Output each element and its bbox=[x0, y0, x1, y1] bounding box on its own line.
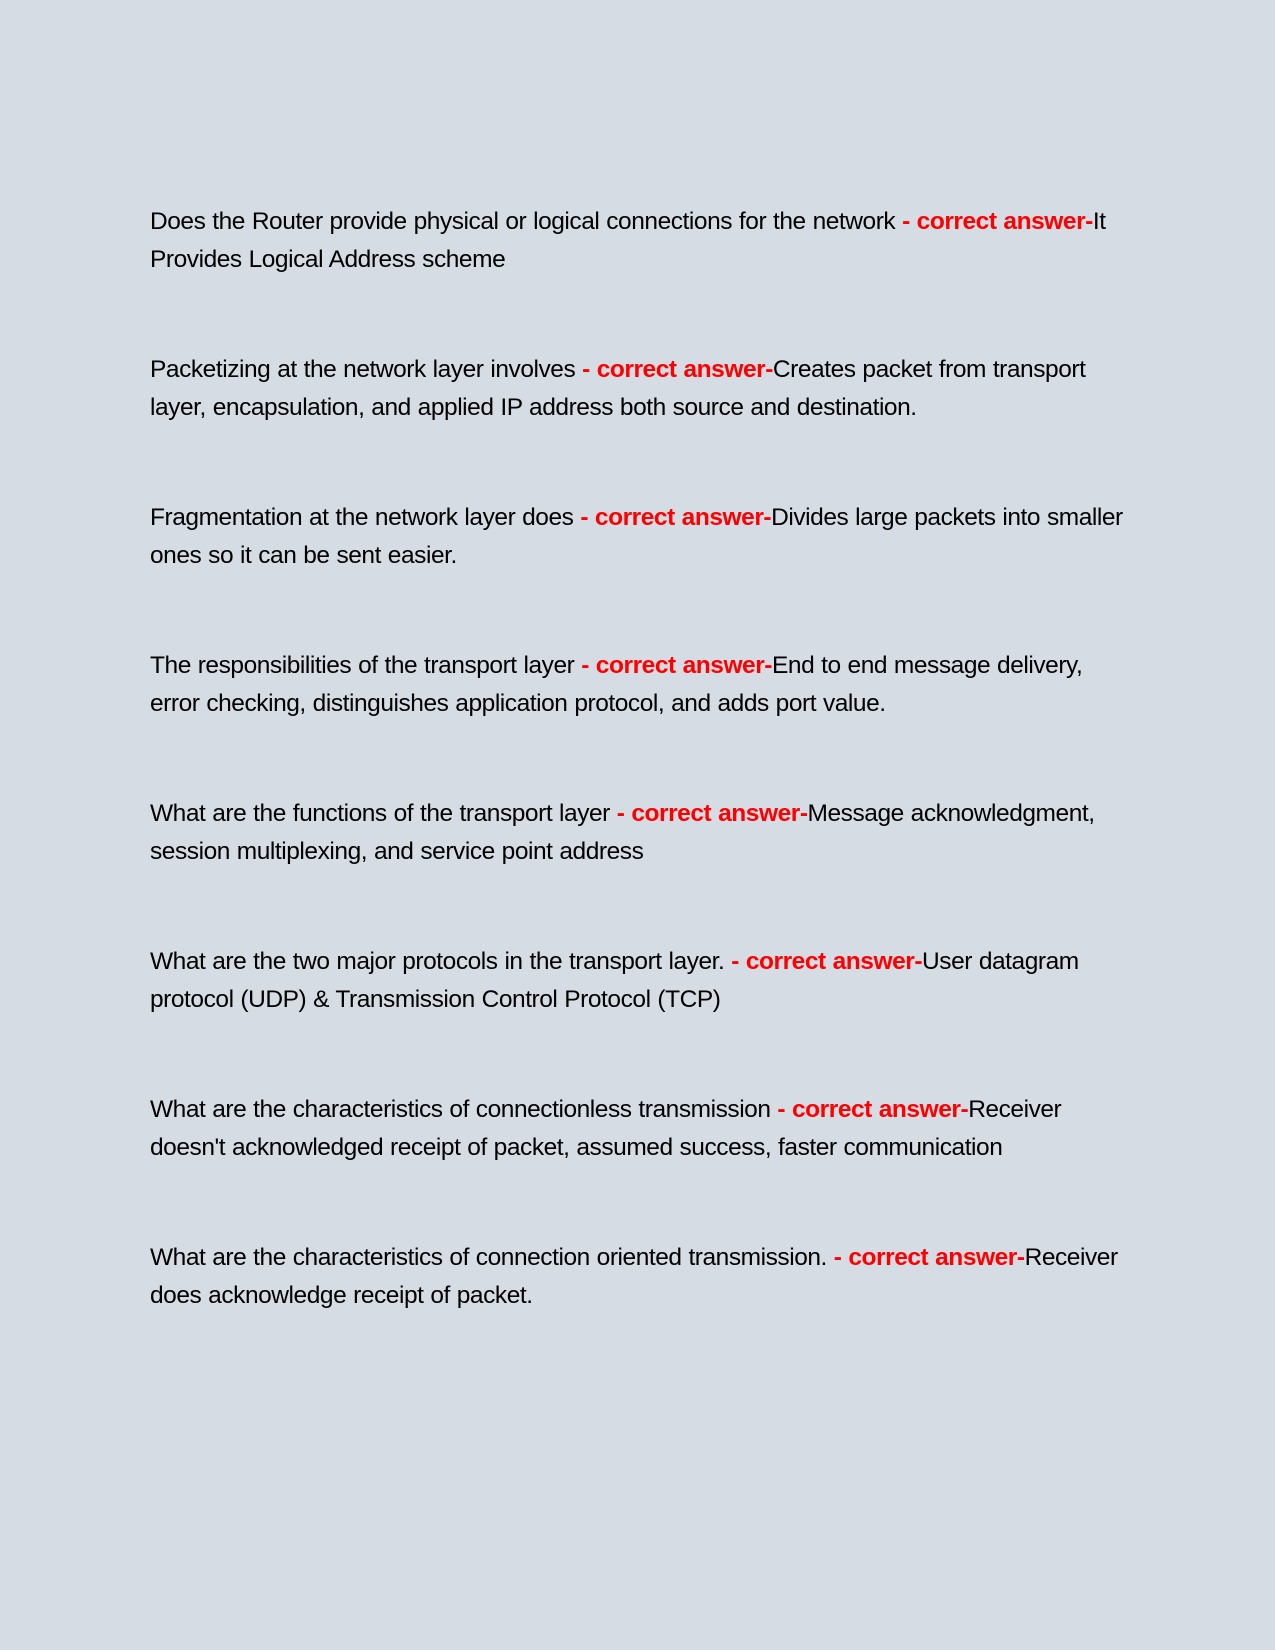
correct-answer-separator: - correct answer- bbox=[580, 504, 772, 531]
correct-answer-separator: - correct answer- bbox=[616, 800, 808, 827]
qa-item-connectionless bbox=[150, 1091, 1125, 1167]
answer-text: Receiver doesn't acknowledged receipt of packet, assumed success, faster communication bbox=[150, 1096, 1062, 1161]
qa-item-transport-protocols bbox=[150, 943, 1125, 1019]
answer-text: Divides large packets into smaller ones so it can be sent easier. bbox=[150, 504, 1123, 569]
question-text: Packetizing at the network layer involves bbox=[150, 356, 583, 383]
answer-text: Creates packet from transport layer, encapsulation, and applied IP address both source and destination. bbox=[150, 356, 1086, 421]
correct-answer-separator: - correct answer- bbox=[902, 208, 1093, 235]
question-text: What are the two major protocols in the transport layer. bbox=[150, 948, 732, 975]
qa-item-fragmentation bbox=[150, 499, 1125, 575]
qa-item-transport-functions bbox=[150, 795, 1125, 871]
question-text: What are the functions of the transport layer bbox=[150, 800, 617, 827]
document-page bbox=[150, 203, 1125, 1387]
question-text: What are the characteristics of connectionless transmission bbox=[150, 1096, 778, 1123]
answer-text: It Provides Logical Address scheme bbox=[150, 208, 1106, 273]
qa-item-router bbox=[150, 203, 1125, 279]
answer-text: User datagram protocol (UDP) & Transmission Control Protocol (TCP) bbox=[150, 948, 1079, 1013]
qa-item-packetizing bbox=[150, 351, 1125, 427]
answer-text: End to end message delivery, error checking, distinguishes application protocol, and adds port value. bbox=[150, 652, 1083, 717]
correct-answer-separator: - correct answer- bbox=[777, 1096, 969, 1123]
correct-answer-separator: - correct answer- bbox=[581, 652, 773, 679]
question-text: The responsibilities of the transport layer bbox=[150, 652, 582, 679]
question-text: What are the characteristics of connection oriented transmission. bbox=[150, 1244, 834, 1271]
correct-answer-separator: - correct answer- bbox=[731, 948, 923, 975]
question-text: Does the Router provide physical or logical connections for the network bbox=[150, 208, 903, 235]
question-text: Fragmentation at the network layer does bbox=[150, 504, 581, 531]
qa-item-connection-oriented bbox=[150, 1239, 1125, 1315]
correct-answer-separator: - correct answer- bbox=[833, 1244, 1025, 1271]
answer-text: Message acknowledgment, session multiplexing, and service point address bbox=[150, 800, 1095, 865]
correct-answer-separator: - correct answer- bbox=[582, 356, 773, 383]
qa-item-transport-responsibilities bbox=[150, 647, 1125, 723]
answer-text: Receiver does acknowledge receipt of packet. bbox=[150, 1244, 1118, 1309]
